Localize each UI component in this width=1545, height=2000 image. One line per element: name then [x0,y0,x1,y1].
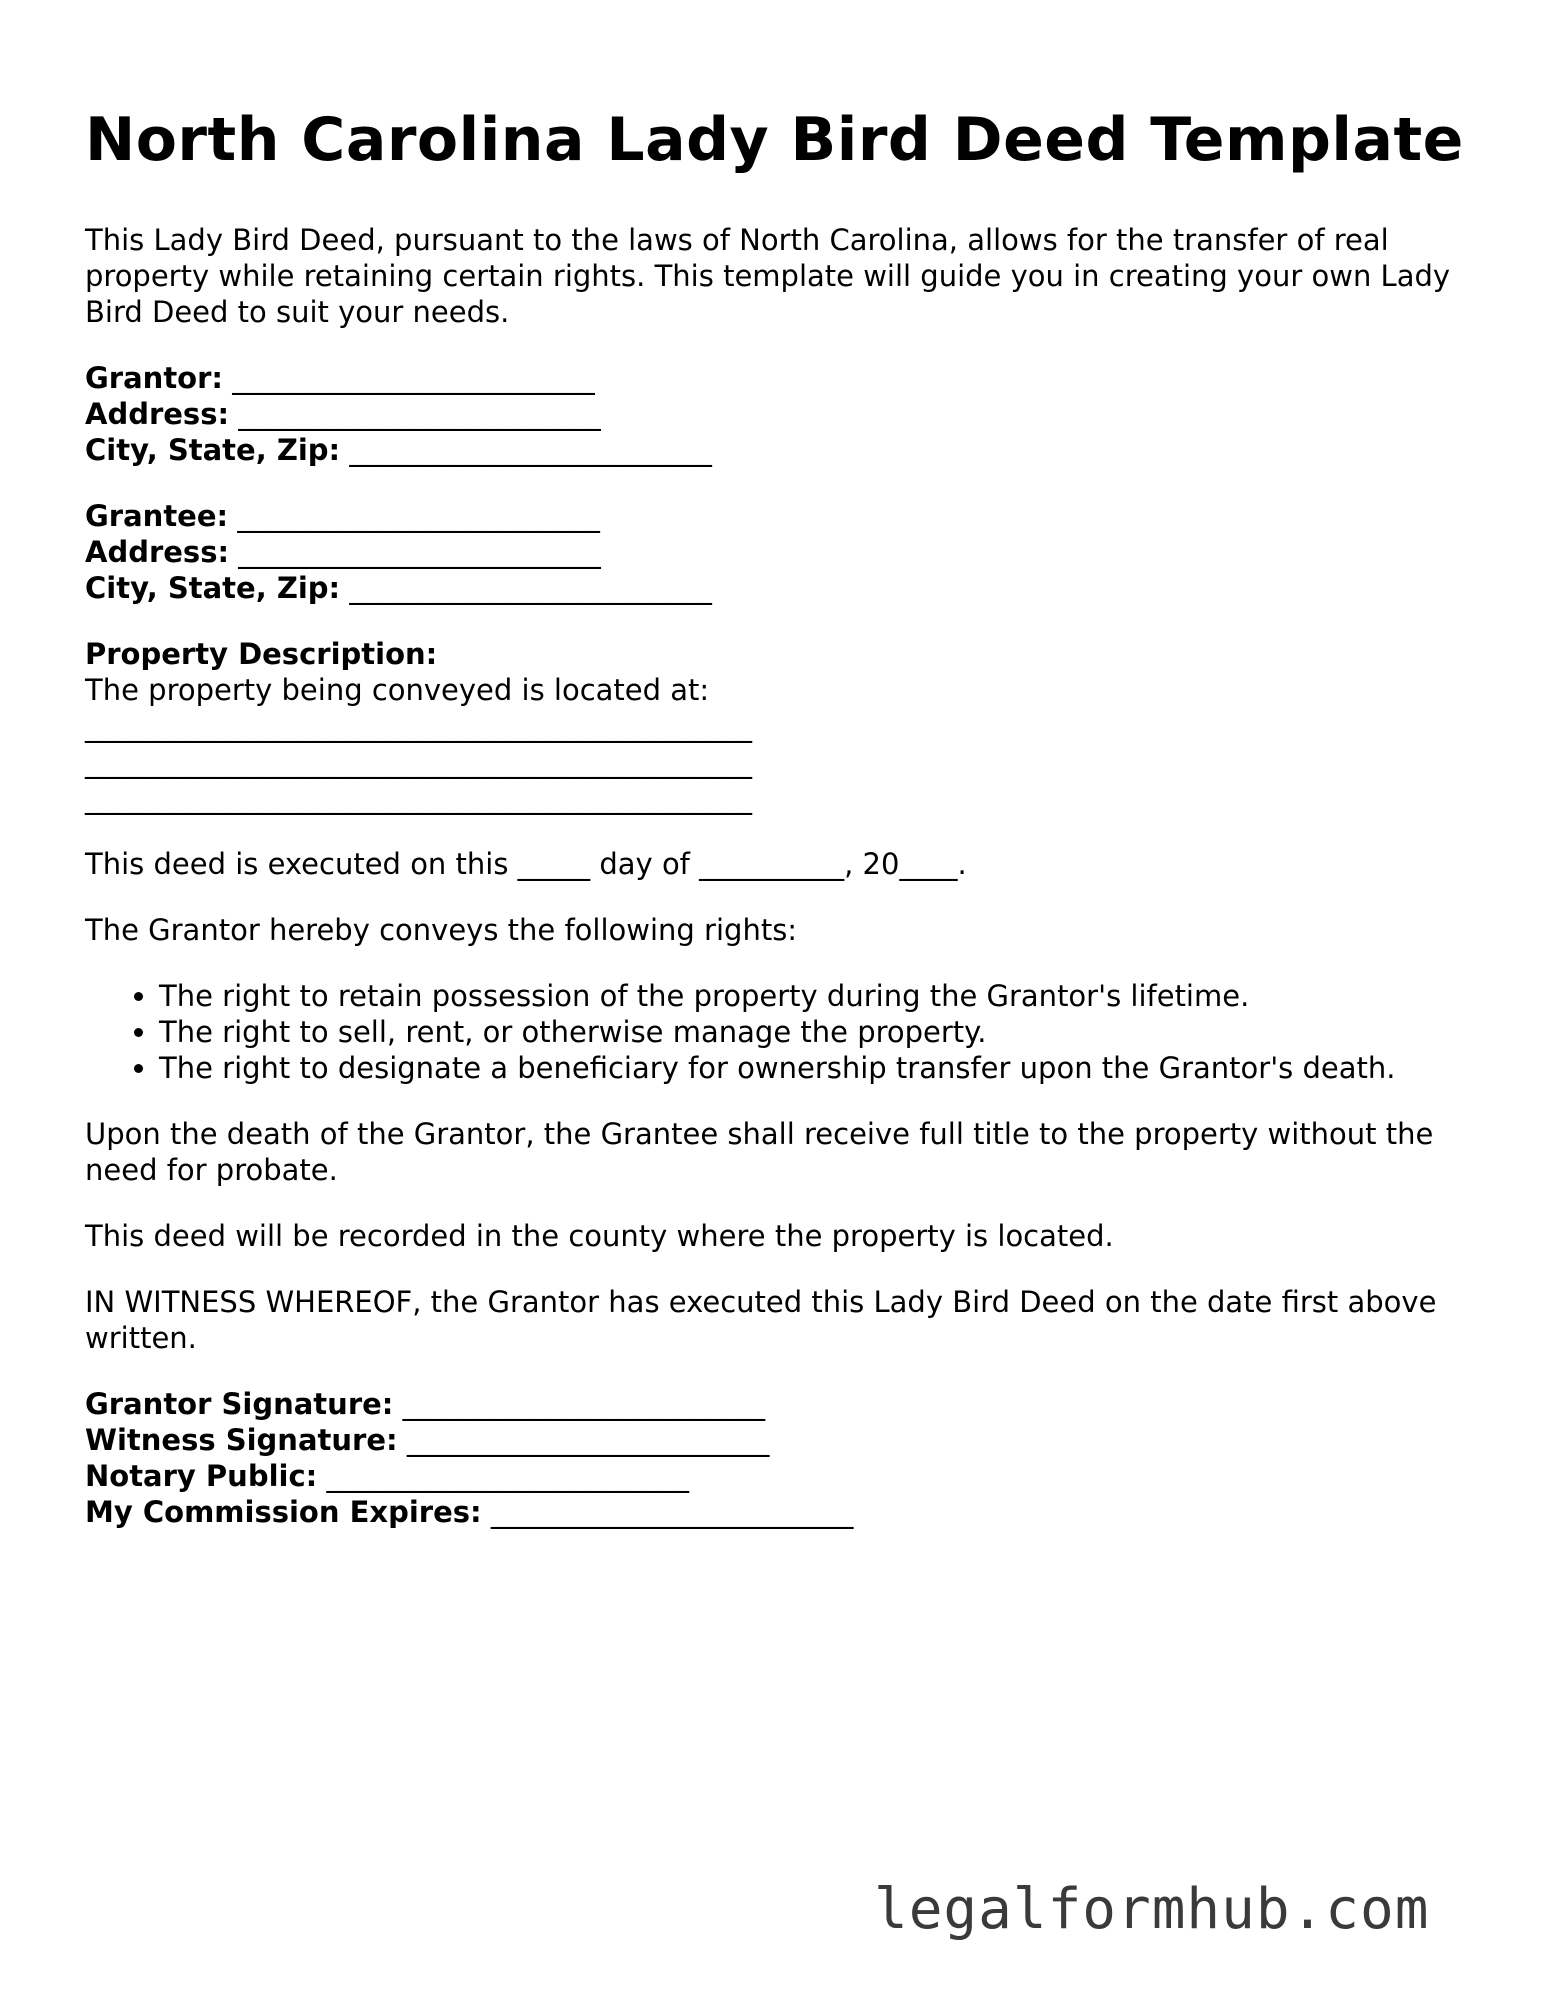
property-heading: Property Description: [85,637,438,671]
grantor-signature-label: Grantor Signature: [85,1387,394,1421]
witness-signature-label: Witness Signature: [85,1423,398,1457]
recording-clause: This deed will be recorded in the county where the property is located. [85,1219,1114,1253]
grantor-address-blank[interactable]: _________________________ [238,397,601,431]
grantor-signature-line [85,1386,1465,1422]
intro-paragraph: This Lady Bird Deed, pursuant to the laws of North Carolina, allows for the transfer of real property while retaining certain rights. This template will guide you in creating your own Lady Bird Deed to suit your needs. [85,223,1451,329]
grantor-address-line [85,396,1465,432]
witness-signature-line [85,1422,1465,1458]
site-watermark: legalformhub.com [874,1877,1430,1942]
rights-list-item: • The right to retain possession of the property during the Grantor's lifetime. [159,978,1465,1014]
property-blank-line[interactable]: ______________________________________________ [85,745,752,779]
grantee-city-blank[interactable]: _________________________ [349,571,712,605]
property-blank-line[interactable]: ______________________________________________ [85,709,752,743]
rights-intro: The Grantor hereby conveys the following rights: [85,913,798,947]
executed-date-line: This deed is executed on this _____ day of __________, 20____. [85,847,967,881]
grantor-city-line [85,432,1465,468]
grantor-name-label: Grantor: [85,361,224,395]
grantee-address-label: Address: [85,535,230,569]
grantee-address-blank[interactable]: _________________________ [238,535,601,569]
grantor-name-line [85,360,1465,396]
grantor-address-label: Address: [85,397,230,431]
grantee-name-line [85,498,1465,534]
grantee-address-line [85,534,1465,570]
grantor-signature-blank[interactable]: _________________________ [402,1387,766,1421]
rights-list-item: • The right to designate a beneficiary for ownership transfer upon the Grantor's death. [159,1050,1465,1086]
property-text: The property being conveyed is located at: [85,673,710,707]
grantor-name-blank[interactable]: _________________________ [232,361,595,395]
notary-public-label: Notary Public: [85,1459,318,1493]
grantee-city-label: City, State, Zip: [85,571,341,605]
grantor-city-label: City, State, Zip: [85,433,341,467]
grantee-section [85,498,1465,606]
grantor-section [85,360,1465,468]
signature-section [85,1386,1465,1530]
witness-clause: IN WITNESS WHEREOF, the Grantor has executed this Lady Bird Deed on the date first above written. [85,1285,1437,1355]
property-section [85,636,1465,816]
commission-expires-label: My Commission Expires: [85,1495,482,1529]
document-title: North Carolina Lady Bird Deed Template [85,105,1464,175]
property-blank-line[interactable]: ______________________________________________ [85,781,752,815]
notary-public-blank[interactable]: _________________________ [326,1459,689,1493]
witness-signature-blank[interactable]: _________________________ [406,1423,770,1457]
rights-list-item: • The right to sell, rent, or otherwise manage the property. [159,1014,1465,1050]
rights-list [85,978,1465,1086]
commission-expires-line [85,1494,1465,1530]
grantee-name-label: Grantee: [85,499,229,533]
death-clause: Upon the death of the Grantor, the Grantee shall receive full title to the property without the need for probate. [85,1117,1434,1187]
notary-public-line [85,1458,1465,1494]
grantee-city-line [85,570,1465,606]
commission-expires-blank[interactable]: _________________________ [490,1495,854,1529]
document-page [85,105,1465,1560]
grantor-city-blank[interactable]: _________________________ [349,433,712,467]
grantee-name-blank[interactable]: _________________________ [237,499,600,533]
